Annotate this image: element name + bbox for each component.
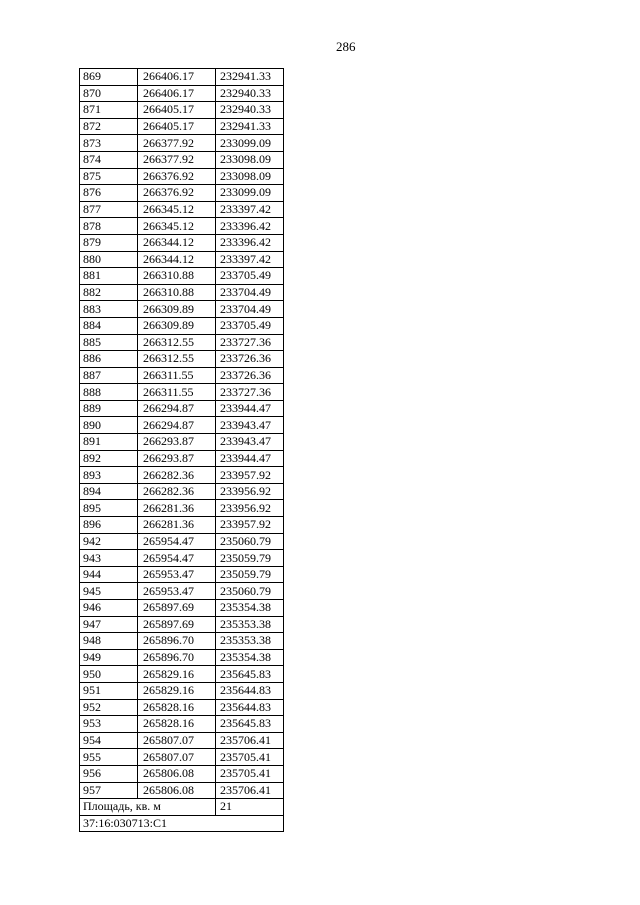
point-number: 883 xyxy=(80,301,138,318)
point-number: 871 xyxy=(80,102,138,119)
x-coordinate: 265806.08 xyxy=(138,765,216,782)
area-row xyxy=(80,799,284,816)
y-coordinate: 233099.09 xyxy=(216,185,284,202)
point-number: 891 xyxy=(80,434,138,451)
point-number: 869 xyxy=(80,69,138,86)
point-number: 872 xyxy=(80,118,138,135)
x-coordinate: 266312.55 xyxy=(138,334,216,351)
table-row xyxy=(80,301,284,318)
x-coordinate: 265828.16 xyxy=(138,699,216,716)
x-coordinate: 266310.88 xyxy=(138,284,216,301)
x-coordinate: 266405.17 xyxy=(138,102,216,119)
point-number: 887 xyxy=(80,367,138,384)
point-number: 957 xyxy=(80,782,138,799)
y-coordinate: 233957.92 xyxy=(216,467,284,484)
y-coordinate: 232941.33 xyxy=(216,118,284,135)
table-row xyxy=(80,782,284,799)
x-coordinate: 265806.08 xyxy=(138,782,216,799)
table-row xyxy=(80,517,284,534)
point-number: 881 xyxy=(80,268,138,285)
table-row xyxy=(80,467,284,484)
y-coordinate: 235353.38 xyxy=(216,616,284,633)
y-coordinate: 235705.41 xyxy=(216,749,284,766)
point-number: 875 xyxy=(80,168,138,185)
y-coordinate: 233727.36 xyxy=(216,384,284,401)
y-coordinate: 235060.79 xyxy=(216,583,284,600)
cadastral-row xyxy=(80,815,284,832)
point-number: 948 xyxy=(80,633,138,650)
table-row xyxy=(80,85,284,102)
x-coordinate: 266311.55 xyxy=(138,384,216,401)
x-coordinate: 266282.36 xyxy=(138,483,216,500)
x-coordinate: 266293.87 xyxy=(138,434,216,451)
x-coordinate: 266309.89 xyxy=(138,317,216,334)
point-number: 878 xyxy=(80,218,138,235)
y-coordinate: 233099.09 xyxy=(216,135,284,152)
x-coordinate: 266345.12 xyxy=(138,218,216,235)
x-coordinate: 265897.69 xyxy=(138,600,216,617)
y-coordinate: 233396.42 xyxy=(216,218,284,235)
y-coordinate: 233705.49 xyxy=(216,268,284,285)
point-number: 894 xyxy=(80,483,138,500)
table-row xyxy=(80,600,284,617)
x-coordinate: 266282.36 xyxy=(138,467,216,484)
y-coordinate: 233397.42 xyxy=(216,251,284,268)
point-number: 943 xyxy=(80,550,138,567)
table-row xyxy=(80,317,284,334)
table-row xyxy=(80,633,284,650)
table-row xyxy=(80,699,284,716)
table-row xyxy=(80,234,284,251)
x-coordinate: 266344.12 xyxy=(138,251,216,268)
x-coordinate: 265807.07 xyxy=(138,749,216,766)
y-coordinate: 235060.79 xyxy=(216,533,284,550)
point-number: 890 xyxy=(80,417,138,434)
point-number: 893 xyxy=(80,467,138,484)
table-row xyxy=(80,251,284,268)
y-coordinate: 235059.79 xyxy=(216,550,284,567)
x-coordinate: 266406.17 xyxy=(138,69,216,86)
point-number: 892 xyxy=(80,450,138,467)
table-row xyxy=(80,367,284,384)
table-row xyxy=(80,268,284,285)
x-coordinate: 265953.47 xyxy=(138,566,216,583)
table-row xyxy=(80,351,284,368)
x-coordinate: 266293.87 xyxy=(138,450,216,467)
point-number: 944 xyxy=(80,566,138,583)
table-row xyxy=(80,417,284,434)
y-coordinate: 235353.38 xyxy=(216,633,284,650)
point-number: 956 xyxy=(80,765,138,782)
x-coordinate: 266311.55 xyxy=(138,367,216,384)
table-row xyxy=(80,168,284,185)
point-number: 895 xyxy=(80,500,138,517)
point-number: 946 xyxy=(80,600,138,617)
table-row xyxy=(80,334,284,351)
point-number: 880 xyxy=(80,251,138,268)
point-number: 952 xyxy=(80,699,138,716)
table-row xyxy=(80,151,284,168)
y-coordinate: 233397.42 xyxy=(216,201,284,218)
y-coordinate: 232940.33 xyxy=(216,102,284,119)
x-coordinate: 266310.88 xyxy=(138,268,216,285)
y-coordinate: 233704.49 xyxy=(216,284,284,301)
table-row xyxy=(80,483,284,500)
table-row xyxy=(80,69,284,86)
point-number: 954 xyxy=(80,732,138,749)
x-coordinate: 265807.07 xyxy=(138,732,216,749)
coordinates-table xyxy=(79,68,284,832)
table-row xyxy=(80,185,284,202)
x-coordinate: 265897.69 xyxy=(138,616,216,633)
y-coordinate: 235705.41 xyxy=(216,765,284,782)
table-row xyxy=(80,616,284,633)
y-coordinate: 233943.47 xyxy=(216,417,284,434)
table-row xyxy=(80,102,284,119)
y-coordinate: 233705.49 xyxy=(216,317,284,334)
y-coordinate: 235706.41 xyxy=(216,782,284,799)
point-number: 945 xyxy=(80,583,138,600)
table-row xyxy=(80,135,284,152)
x-coordinate: 266406.17 xyxy=(138,85,216,102)
area-label: Площадь, кв. м xyxy=(80,799,216,816)
point-number: 874 xyxy=(80,151,138,168)
y-coordinate: 232941.33 xyxy=(216,69,284,86)
table-row xyxy=(80,500,284,517)
x-coordinate: 266309.89 xyxy=(138,301,216,318)
x-coordinate: 265954.47 xyxy=(138,533,216,550)
point-number: 876 xyxy=(80,185,138,202)
table-row xyxy=(80,765,284,782)
table-row xyxy=(80,533,284,550)
table-row xyxy=(80,550,284,567)
y-coordinate: 233944.47 xyxy=(216,450,284,467)
y-coordinate: 233956.92 xyxy=(216,483,284,500)
table-row xyxy=(80,201,284,218)
cadastral-number: 37:16:030713:С1 xyxy=(80,815,284,832)
y-coordinate: 233098.09 xyxy=(216,168,284,185)
point-number: 885 xyxy=(80,334,138,351)
x-coordinate: 266312.55 xyxy=(138,351,216,368)
x-coordinate: 266376.92 xyxy=(138,185,216,202)
x-coordinate: 266376.92 xyxy=(138,168,216,185)
x-coordinate: 266294.87 xyxy=(138,417,216,434)
point-number: 884 xyxy=(80,317,138,334)
table-row xyxy=(80,749,284,766)
point-number: 896 xyxy=(80,517,138,534)
table-row xyxy=(80,118,284,135)
y-coordinate: 235059.79 xyxy=(216,566,284,583)
y-coordinate: 233704.49 xyxy=(216,301,284,318)
x-coordinate: 266377.92 xyxy=(138,151,216,168)
x-coordinate: 266345.12 xyxy=(138,201,216,218)
y-coordinate: 233726.36 xyxy=(216,367,284,384)
x-coordinate: 265829.16 xyxy=(138,666,216,683)
y-coordinate: 233396.42 xyxy=(216,234,284,251)
y-coordinate: 233098.09 xyxy=(216,151,284,168)
table-row xyxy=(80,566,284,583)
page-number: 286 xyxy=(336,39,356,54)
area-value: 21 xyxy=(216,799,284,816)
x-coordinate: 265829.16 xyxy=(138,682,216,699)
y-coordinate: 233957.92 xyxy=(216,517,284,534)
x-coordinate: 265828.16 xyxy=(138,716,216,733)
x-coordinate: 266344.12 xyxy=(138,234,216,251)
table-row xyxy=(80,666,284,683)
point-number: 947 xyxy=(80,616,138,633)
point-number: 873 xyxy=(80,135,138,152)
table-row xyxy=(80,400,284,417)
point-number: 955 xyxy=(80,749,138,766)
point-number: 877 xyxy=(80,201,138,218)
table-row xyxy=(80,649,284,666)
y-coordinate: 235645.83 xyxy=(216,666,284,683)
point-number: 949 xyxy=(80,649,138,666)
x-coordinate: 266281.36 xyxy=(138,500,216,517)
table-row xyxy=(80,716,284,733)
x-coordinate: 265954.47 xyxy=(138,550,216,567)
table-row xyxy=(80,218,284,235)
point-number: 950 xyxy=(80,666,138,683)
y-coordinate: 235354.38 xyxy=(216,649,284,666)
coordinates-table-body xyxy=(80,69,284,832)
point-number: 951 xyxy=(80,682,138,699)
table-row xyxy=(80,434,284,451)
x-coordinate: 266377.92 xyxy=(138,135,216,152)
point-number: 882 xyxy=(80,284,138,301)
x-coordinate: 266294.87 xyxy=(138,400,216,417)
point-number: 879 xyxy=(80,234,138,251)
point-number: 889 xyxy=(80,400,138,417)
point-number: 870 xyxy=(80,85,138,102)
y-coordinate: 235644.83 xyxy=(216,699,284,716)
point-number: 888 xyxy=(80,384,138,401)
x-coordinate: 266281.36 xyxy=(138,517,216,534)
x-coordinate: 265896.70 xyxy=(138,633,216,650)
x-coordinate: 266405.17 xyxy=(138,118,216,135)
y-coordinate: 233727.36 xyxy=(216,334,284,351)
y-coordinate: 233956.92 xyxy=(216,500,284,517)
table-row xyxy=(80,583,284,600)
y-coordinate: 233726.36 xyxy=(216,351,284,368)
table-row xyxy=(80,732,284,749)
point-number: 942 xyxy=(80,533,138,550)
table-row xyxy=(80,384,284,401)
y-coordinate: 232940.33 xyxy=(216,85,284,102)
y-coordinate: 233944.47 xyxy=(216,400,284,417)
x-coordinate: 265953.47 xyxy=(138,583,216,600)
table-row xyxy=(80,450,284,467)
y-coordinate: 233943.47 xyxy=(216,434,284,451)
x-coordinate: 265896.70 xyxy=(138,649,216,666)
y-coordinate: 235354.38 xyxy=(216,600,284,617)
point-number: 953 xyxy=(80,716,138,733)
y-coordinate: 235706.41 xyxy=(216,732,284,749)
table-row xyxy=(80,284,284,301)
y-coordinate: 235644.83 xyxy=(216,682,284,699)
table-row xyxy=(80,682,284,699)
y-coordinate: 235645.83 xyxy=(216,716,284,733)
point-number: 886 xyxy=(80,351,138,368)
